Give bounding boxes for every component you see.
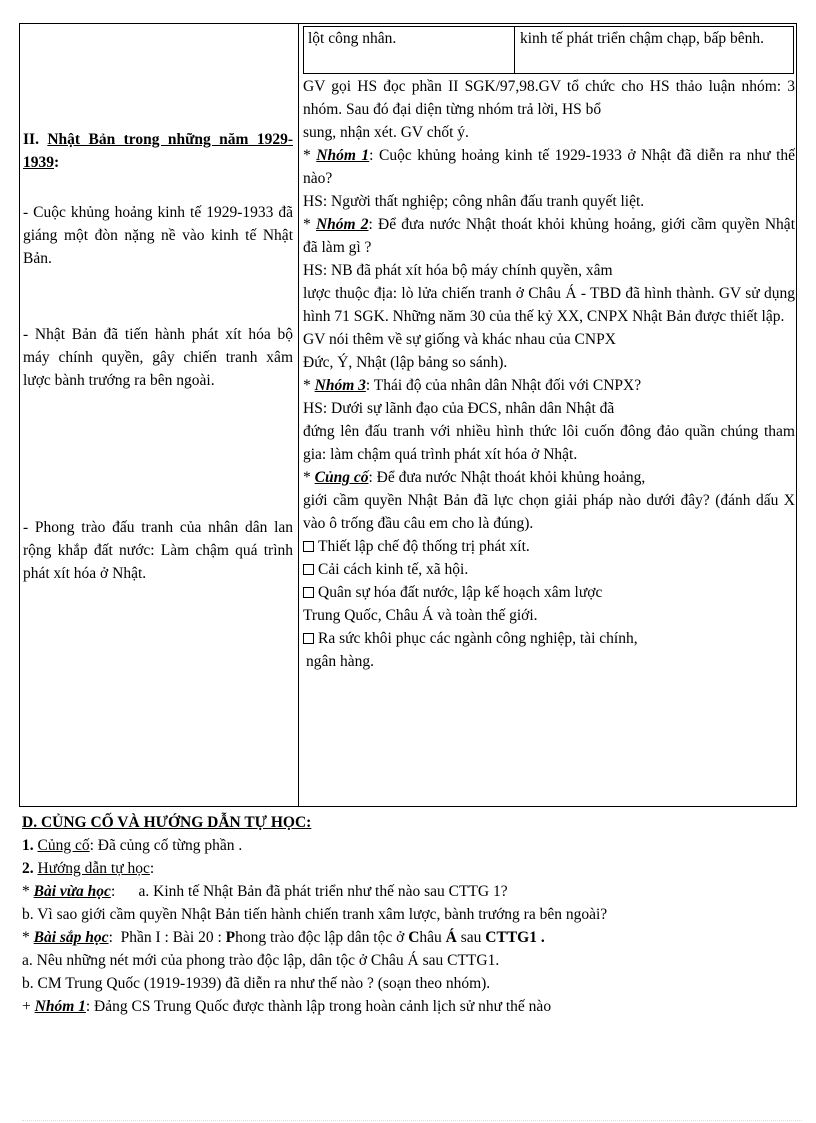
- checkbox-icon[interactable]: [303, 633, 314, 644]
- inner-column-divider: [514, 27, 515, 73]
- left-point-1: - Cuộc khủng hoảng kinh tế 1929-1933 đã giáng một đòn nặng nề vào kinh tế Nhật Bản.: [23, 204, 293, 267]
- intro-text: GV gọi HS đọc phần II SGK/97,98.GV tổ chức cho HS thảo luận nhóm: 3 nhóm. Sau đó đại diện từng nhóm trả lời, HS bổ: [303, 78, 795, 118]
- section-d-heading: D. CỦNG CỐ VÀ HƯỚNG DẪN TỰ HỌC:: [22, 814, 312, 831]
- option-2[interactable]: Cải cách kinh tế, xã hội.: [303, 558, 795, 581]
- option-4-cont: ngân hàng.: [306, 653, 375, 670]
- group-3-question: * Nhóm 3: Thái độ của nhân dân Nhật đối với CNPX?: [303, 377, 642, 394]
- page-bottom-border: [22, 1120, 802, 1121]
- group-1-answer: HS: Người thất nghiệp; công nhân đấu tranh quyết liệt.: [303, 193, 645, 210]
- left-point-2: - Nhật Bản đã tiến hành phát xít hóa bộ máy chính quyền, gây chiến tranh xâm lược bành trướng ra bên ngoài.: [23, 326, 293, 389]
- option-3[interactable]: Quân sự hóa đất nước, lập kế hoạch xâm lược: [303, 581, 795, 604]
- group-2-answer-1: HS: NB đã phát xít hóa bộ máy chính quyền, xâm: [303, 262, 613, 279]
- group-1-question: * Nhóm 1: Cuộc khủng hoảng kinh tế 1929-1933 ở Nhật đã diễn ra như thế nào?: [303, 147, 796, 187]
- footer-line-5: * Bài sắp học: Phần I : Bài 20 : Phong trào độc lập dân tộc ở Châu Á sau CTTG1 .: [22, 929, 545, 946]
- inner-cell-left: lột công nhân.: [308, 30, 397, 47]
- footer-line-4: b. Vì sao giới cầm quyền Nhật Bản tiến hành chiến tranh xâm lược, bành trướng ra bên ngoài?: [22, 906, 608, 923]
- group-3-answer-2: đứng lên đấu tranh với nhiều hình thức lôi cuốn đông đảo quần chúng tham gia: làm chậm quá trình phát xít hóa ở Nhật.: [303, 423, 795, 463]
- checkbox-icon[interactable]: [303, 564, 314, 575]
- option-3-cont: Trung Quốc, Châu Á và toàn thế giới.: [303, 607, 538, 624]
- intro-text-2: sung, nhận xét. GV chốt ý.: [303, 124, 469, 141]
- checkbox-icon[interactable]: [303, 587, 314, 598]
- section-heading: II. Nhật Bản trong những năm 1929-1939:: [23, 131, 293, 171]
- group-2-answer-4: Đức, Ý, Nhật (lập bảng so sánh).: [303, 354, 508, 371]
- section-number: II.: [23, 131, 39, 148]
- checkbox-icon[interactable]: [303, 541, 314, 552]
- option-1[interactable]: Thiết lập chế độ thống trị phát xít.: [303, 535, 795, 558]
- footer-line-3: * Bài vừa học: a. Kinh tế Nhật Bản đã phát triển như thế nào sau CTTG 1?: [22, 883, 508, 900]
- group-2-answer-3: GV nói thêm về sự giống và khác nhau của CNPX: [303, 331, 616, 348]
- consolidation-question-2: giới cầm quyền Nhật Bản đã lực chọn giải pháp nào dưới đây? (đánh dấu X vào ô trống đầu câu em cho là đúng).: [303, 492, 795, 532]
- footer-line-1: 1. Củng cố: Đã củng cố từng phần .: [22, 837, 243, 854]
- footer-line-8: + Nhóm 1: Đảng CS Trung Quốc được thành lập trong hoàn cảnh lịch sử như thế nào: [22, 998, 552, 1015]
- footer-section: [22, 811, 802, 1018]
- group-2-answer-2: lược thuộc địa: lò lửa chiến tranh ở Châu Á - TBD đã hình thành. GV sử dụng hình 71 SGK. Những năm 30 của thế kỷ XX, CNPX Nhật Bản được thiết lập.: [303, 285, 795, 325]
- group-3-answer-1: HS: Dưới sự lãnh đạo của ĐCS, nhân dân Nhật đã: [303, 400, 615, 417]
- left-point-3: - Phong trào đấu tranh của nhân dân lan rộng khắp đất nước: Làm chậm quá trình phát xít hóa ở Nhật.: [23, 519, 293, 582]
- consolidation-question: * Củng cố: Để đưa nước Nhật thoát khỏi khủng hoảng,: [303, 469, 646, 486]
- teaching-activities: [303, 75, 795, 673]
- inner-cell-right: kinh tế phát triển chậm chạp, bấp bênh.: [520, 30, 765, 47]
- column-divider: [298, 24, 299, 806]
- lesson-table: [19, 23, 797, 807]
- group-2-question: * Nhóm 2: Để đưa nước Nhật thoát khỏi khủng hoảng, giới cầm quyền Nhật đã làm gì ?: [303, 216, 795, 256]
- option-4[interactable]: Ra sức khôi phục các ngành công nghiệp, tài chính,: [303, 627, 795, 650]
- inner-table: [303, 26, 794, 74]
- footer-line-6: a. Nêu những nét mới của phong trào độc lập, dân tộc ở Châu Á sau CTTG1.: [22, 952, 500, 969]
- footer-line-2: 2. Hướng dẫn tự học:: [22, 860, 155, 877]
- footer-line-7: b. CM Trung Quốc (1919-1939) đã diễn ra như thế nào ? (soạn theo nhóm).: [22, 975, 491, 992]
- section-title: Nhật Bản trong những năm 1929-1939: [23, 131, 293, 171]
